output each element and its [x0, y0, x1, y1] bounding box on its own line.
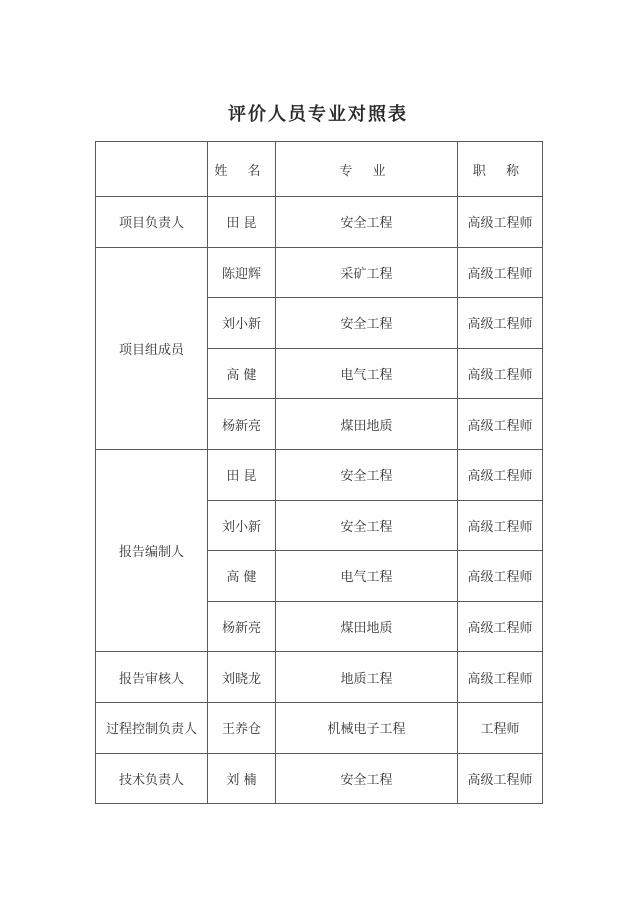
name-cell: 刘晓龙	[208, 652, 276, 703]
major-cell: 安全工程	[276, 500, 458, 551]
table-row	[96, 449, 543, 500]
name-cell: 刘小新	[208, 298, 276, 349]
name-cell: 刘 楠	[208, 753, 276, 804]
header-name: 姓 名	[208, 142, 276, 197]
title-cell: 高级工程师	[458, 298, 543, 349]
major-cell: 安全工程	[276, 449, 458, 500]
major-cell: 机械电子工程	[276, 702, 458, 753]
major-cell: 安全工程	[276, 197, 458, 248]
title-cell: 高级工程师	[458, 500, 543, 551]
table-row	[96, 247, 543, 298]
title-cell: 高级工程师	[458, 753, 543, 804]
title-cell: 高级工程师	[458, 197, 543, 248]
role-cell: 项目组成员	[96, 247, 208, 449]
major-cell: 地质工程	[276, 652, 458, 703]
major-cell: 采矿工程	[276, 247, 458, 298]
major-cell: 电气工程	[276, 348, 458, 399]
role-cell: 报告审核人	[96, 652, 208, 703]
name-cell: 田 昆	[208, 197, 276, 248]
table-row	[96, 197, 543, 248]
title-cell: 高级工程师	[458, 551, 543, 602]
header-title: 职 称	[458, 142, 543, 197]
title-cell: 高级工程师	[458, 652, 543, 703]
role-cell: 技术负责人	[96, 753, 208, 804]
major-cell: 煤田地质	[276, 399, 458, 450]
name-cell: 杨新亮	[208, 399, 276, 450]
name-cell: 高 健	[208, 348, 276, 399]
major-cell: 安全工程	[276, 753, 458, 804]
major-cell: 安全工程	[276, 298, 458, 349]
role-cell: 过程控制负责人	[96, 702, 208, 753]
name-cell: 杨新亮	[208, 601, 276, 652]
table-row	[96, 753, 543, 804]
title-cell: 高级工程师	[458, 348, 543, 399]
role-cell: 报告编制人	[96, 449, 208, 651]
title-cell: 高级工程师	[458, 449, 543, 500]
table-header-row	[96, 142, 543, 197]
table-row	[96, 702, 543, 753]
personnel-table	[95, 141, 543, 804]
header-role	[96, 142, 208, 197]
name-cell: 高 健	[208, 551, 276, 602]
name-cell: 陈迎辉	[208, 247, 276, 298]
document-title: 评价人员专业对照表	[228, 104, 408, 125]
table-row	[96, 652, 543, 703]
major-cell: 煤田地质	[276, 601, 458, 652]
name-cell: 王养仓	[208, 702, 276, 753]
title-cell: 高级工程师	[458, 247, 543, 298]
role-cell: 项目负责人	[96, 197, 208, 248]
title-cell: 高级工程师	[458, 399, 543, 450]
title-cell: 高级工程师	[458, 601, 543, 652]
header-major: 专 业	[276, 142, 458, 197]
name-cell: 田 昆	[208, 449, 276, 500]
title-cell: 工程师	[458, 702, 543, 753]
name-cell: 刘小新	[208, 500, 276, 551]
major-cell: 电气工程	[276, 551, 458, 602]
